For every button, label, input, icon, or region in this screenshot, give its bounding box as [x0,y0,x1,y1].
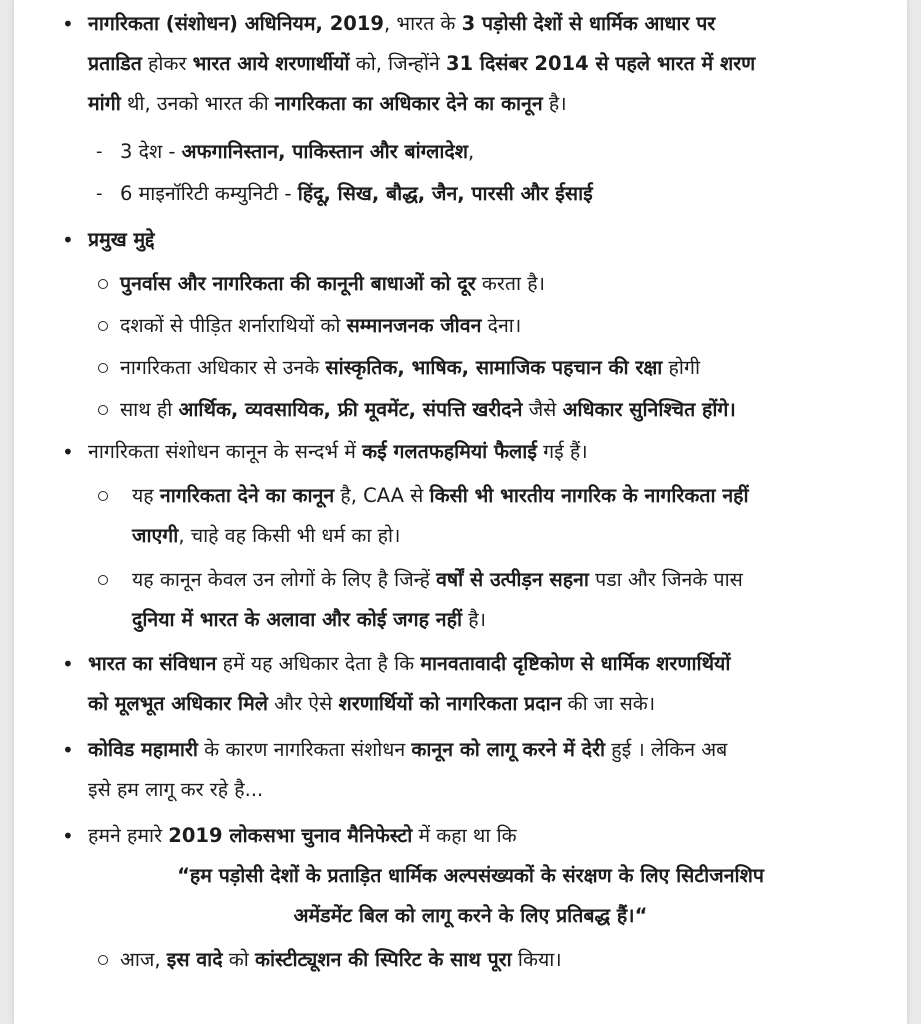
text: , चाहे वह किसी भी धर्म का हो। [178,524,401,547]
text: है। [542,92,567,115]
text: थी, उनको भारत की [120,92,275,115]
bold-text: अधिकार सुनिश्चित होंगे। [562,398,736,421]
text-line [88,730,867,770]
text-line [88,432,867,472]
bold-text: सम्मानजनक जीवन [346,314,482,337]
sub-item-communities [120,174,867,214]
bold-text: प्रताडित [88,52,142,75]
text-line [88,644,867,684]
bullet-dot: • [62,12,74,36]
text: 6 माइनॉरिटी कम्युनिटी - [120,182,298,205]
text-line [88,684,867,724]
text: के कारण नागरिकता संशोधन [197,738,412,761]
bold-text: हिंदू, सिख, बौद्ध, जैन, पारसी और ईसाई [297,182,593,205]
manifesto-quote-line-1: “हम पड़ोसी देशों के प्रताड़ित धार्मिक अल्पसंख्यकों के संरक्षण के लिए सिटीजनशिप [177,864,764,887]
list-item [120,348,867,388]
text: को, जिन्होंने [349,52,446,75]
text: और ऐसे [267,692,339,715]
text: को [222,948,256,971]
circle-marker [98,491,108,501]
circle-marker [98,321,108,331]
text: होगी [662,356,700,379]
text: हुई । लेकिन अब [605,738,728,761]
bold-text: कोविड महामारी [88,738,198,761]
bold-text: अफगानिस्तान, पाकिस्तान और बांग्लादेश [181,140,469,163]
text: जैसे [522,398,563,421]
bold-text: पुनर्वास और नागरिकता की कानूनी बाधाओं को दूर [120,272,476,295]
text-line [88,84,867,124]
bold-text: भारत का संविधान [88,652,217,675]
text: में कहा था कि [412,824,517,847]
list-item-continued [132,516,867,556]
circle-marker [98,279,108,289]
bold-text: नागरिकता (संशोधन) अधिनियम, 2019 [88,12,384,35]
bullet-dot: • [62,824,74,848]
text: , [468,140,475,163]
text: गई हैं। [536,440,588,463]
bold-text: प्रमुख मुद्दे [88,228,155,251]
bold-text: आर्थिक, व्यवसायिक, फ्री मूवमेंट, संपत्ति खरीदने [178,398,523,421]
text: नागरिकता संशोधन कानून के सन्दर्भ में [88,440,363,463]
bold-text: 2019 लोकसभा चुनाव मैनिफेस्टो [168,824,413,847]
document-page [14,0,907,1024]
list-item-continued [132,600,867,640]
text: , भारत के [383,12,462,35]
text: आज, [120,948,167,971]
bold-text: शरणार्थियों को नागरिकता प्रदान [338,692,562,715]
bold-text: 31 दिसंबर 2014 से पहले भारत में शरण [445,52,756,75]
text-line [88,44,867,84]
list-item [120,390,867,430]
text: किया। [511,948,562,971]
list-item [120,264,867,304]
bullet-dot: • [62,738,74,762]
section-heading [88,220,867,260]
text: पडा और जिनके पास [588,568,743,591]
text: 3 देश - [120,140,182,163]
bold-text: मांगी [88,92,121,115]
bold-text: सांस्कृतिक, भाषिक, सामाजिक पहचान की रक्षा [325,356,663,379]
bold-text: वर्षों से उत्पीड़न सहना [436,568,589,591]
text: की जा सके। [561,692,656,715]
bullet-dot: • [62,652,74,676]
bold-text: 3 पड़ोसी देशों से धार्मिक आधार पर [461,12,716,35]
text: यह कानून केवल उन लोगों के लिए है जिन्हें [132,568,437,591]
bold-text: को मूलभूत अधिकार मिले [88,692,268,715]
bold-text: नागरिकता देने का कानून [159,484,335,507]
sub-item-countries [120,132,867,172]
bold-text: मानवतावादी दृष्टिकोण से धार्मिक शरणार्थियों [420,652,731,675]
text: हमने हमारे [88,824,169,847]
circle-marker [98,405,108,415]
text: है। [462,608,486,631]
text-line [88,4,867,44]
bullet-dot: • [62,228,74,252]
bold-text: इस वादे [166,948,223,971]
bold-text: किसी भी भारतीय नागरिक के नागरिकता नहीं [429,484,749,507]
circle-marker [98,575,108,585]
circle-marker [98,955,108,965]
circle-marker [98,363,108,373]
list-item [132,476,867,516]
bold-text: कानून को लागू करने में देरी [411,738,606,761]
dash-marker: - [96,141,103,162]
manifesto-quote-line-2: अमेंडमेंट बिल को लागू करने के लिए प्रतिबद्ध हैं।“ [293,904,648,927]
text: दशकों से पीड़ित शर्नाराथियों को [120,314,347,337]
text-line [88,770,867,810]
text: यह [132,484,160,507]
bullet-dot: • [62,440,74,464]
bold-text: भारत आये शरणार्थीयों [192,52,350,75]
dash-marker: - [96,183,103,204]
text: करता है। [475,272,545,295]
text: हमें यह अधिकार देता है कि [216,652,421,675]
text: होकर [141,52,193,75]
bold-text: नागरिकता का अधिकार देने का कानून [274,92,543,115]
text: इसे हम लागू कर रहे है... [88,778,264,801]
text: साथ ही [120,398,179,421]
text-line [88,816,867,856]
bold-text: जाएगी [132,524,179,547]
text: है, CAA से [334,484,430,507]
list-item [120,306,867,346]
list-item [120,940,867,980]
list-item [132,560,867,600]
bold-text: कांस्टीट्यूशन की स्पिरिट के साथ पूरा [255,948,512,971]
text: देना। [481,314,522,337]
text: नागरिकता अधिकार से उनके [120,356,326,379]
bold-text: दुनिया में भारत के अलावा और कोई जगह नहीं [132,608,463,631]
bold-text: कई गलतफहमियां फैलाई [362,440,537,463]
